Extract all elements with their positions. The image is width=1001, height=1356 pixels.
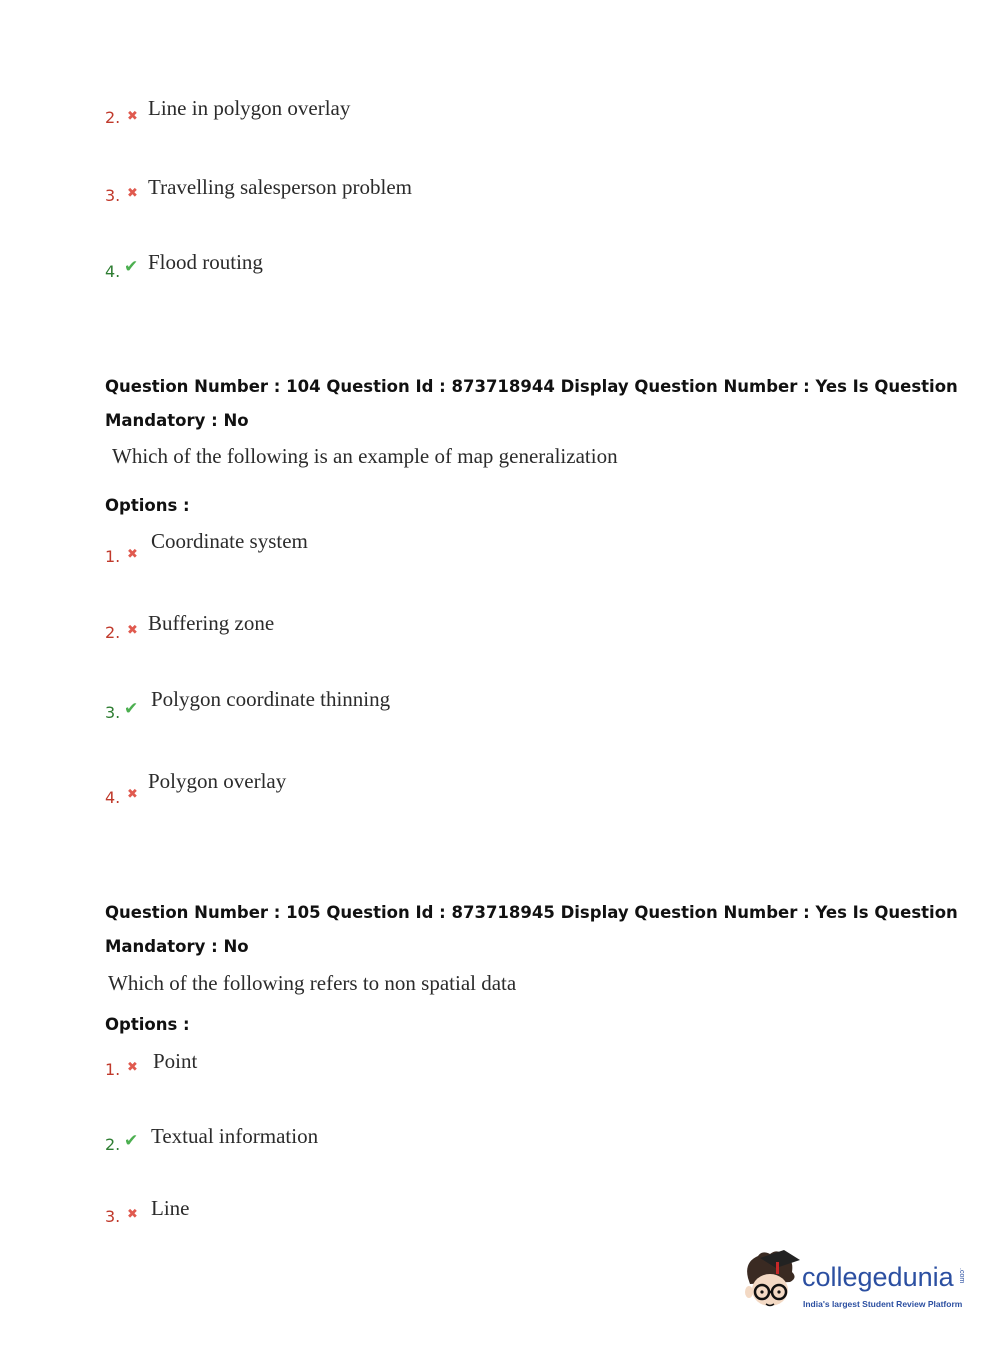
option-text: Textual information	[151, 1124, 319, 1148]
option-number: 2.	[105, 623, 121, 642]
option-text: Point	[153, 1049, 198, 1073]
option-number: 1.	[105, 547, 121, 566]
option-number: 4.	[105, 262, 121, 281]
option-number: 4.	[105, 788, 121, 807]
collegedunia-logo[interactable]	[740, 1248, 970, 1318]
cross-icon: ✖	[127, 1060, 138, 1075]
option-text: Travelling salesperson problem	[148, 175, 413, 199]
option-text: Line in polygon overlay	[148, 96, 351, 120]
option-text: Line	[151, 1196, 190, 1220]
mascot-icon	[740, 1248, 802, 1314]
brand-tagline: India's largest Student Review Platform	[803, 1299, 963, 1309]
question-text: Which of the following is an example of map generalization	[112, 444, 618, 468]
option-text: Polygon coordinate thinning	[151, 687, 391, 711]
cross-icon: ✖	[127, 547, 138, 562]
brand-suffix: .com	[958, 1268, 965, 1284]
options-label: Options :	[105, 1015, 190, 1034]
brand-name: collegedunia	[802, 1262, 954, 1292]
option-number: 2.	[105, 1135, 121, 1154]
check-icon: ✔	[124, 257, 139, 277]
question-header: Question Number : 105 Question Id : 873718945 Display Question Number : Yes Is Question	[105, 903, 958, 922]
check-icon: ✔	[124, 699, 139, 719]
cross-icon: ✖	[127, 623, 138, 638]
cross-icon: ✖	[127, 109, 138, 124]
option-number: 3.	[105, 1207, 121, 1226]
option-number: 3.	[105, 186, 121, 205]
check-icon: ✔	[124, 1131, 139, 1151]
option-number: 1.	[105, 1060, 121, 1079]
option-text: Flood routing	[148, 250, 263, 274]
cross-icon: ✖	[127, 186, 138, 201]
options-label: Options :	[105, 496, 190, 515]
option-number: 2.	[105, 108, 121, 127]
option-text: Buffering zone	[148, 611, 275, 635]
question-text: Which of the following refers to non spatial data	[108, 971, 517, 995]
question-header-mandatory: Mandatory : No	[105, 937, 249, 956]
cross-icon: ✖	[127, 787, 138, 802]
question-header-mandatory: Mandatory : No	[105, 411, 249, 430]
option-number: 3.	[105, 703, 121, 722]
option-text: Coordinate system	[151, 529, 308, 553]
cross-icon: ✖	[127, 1207, 138, 1222]
question-header: Question Number : 104 Question Id : 873718944 Display Question Number : Yes Is Question	[105, 377, 958, 396]
option-text: Polygon overlay	[148, 769, 287, 793]
